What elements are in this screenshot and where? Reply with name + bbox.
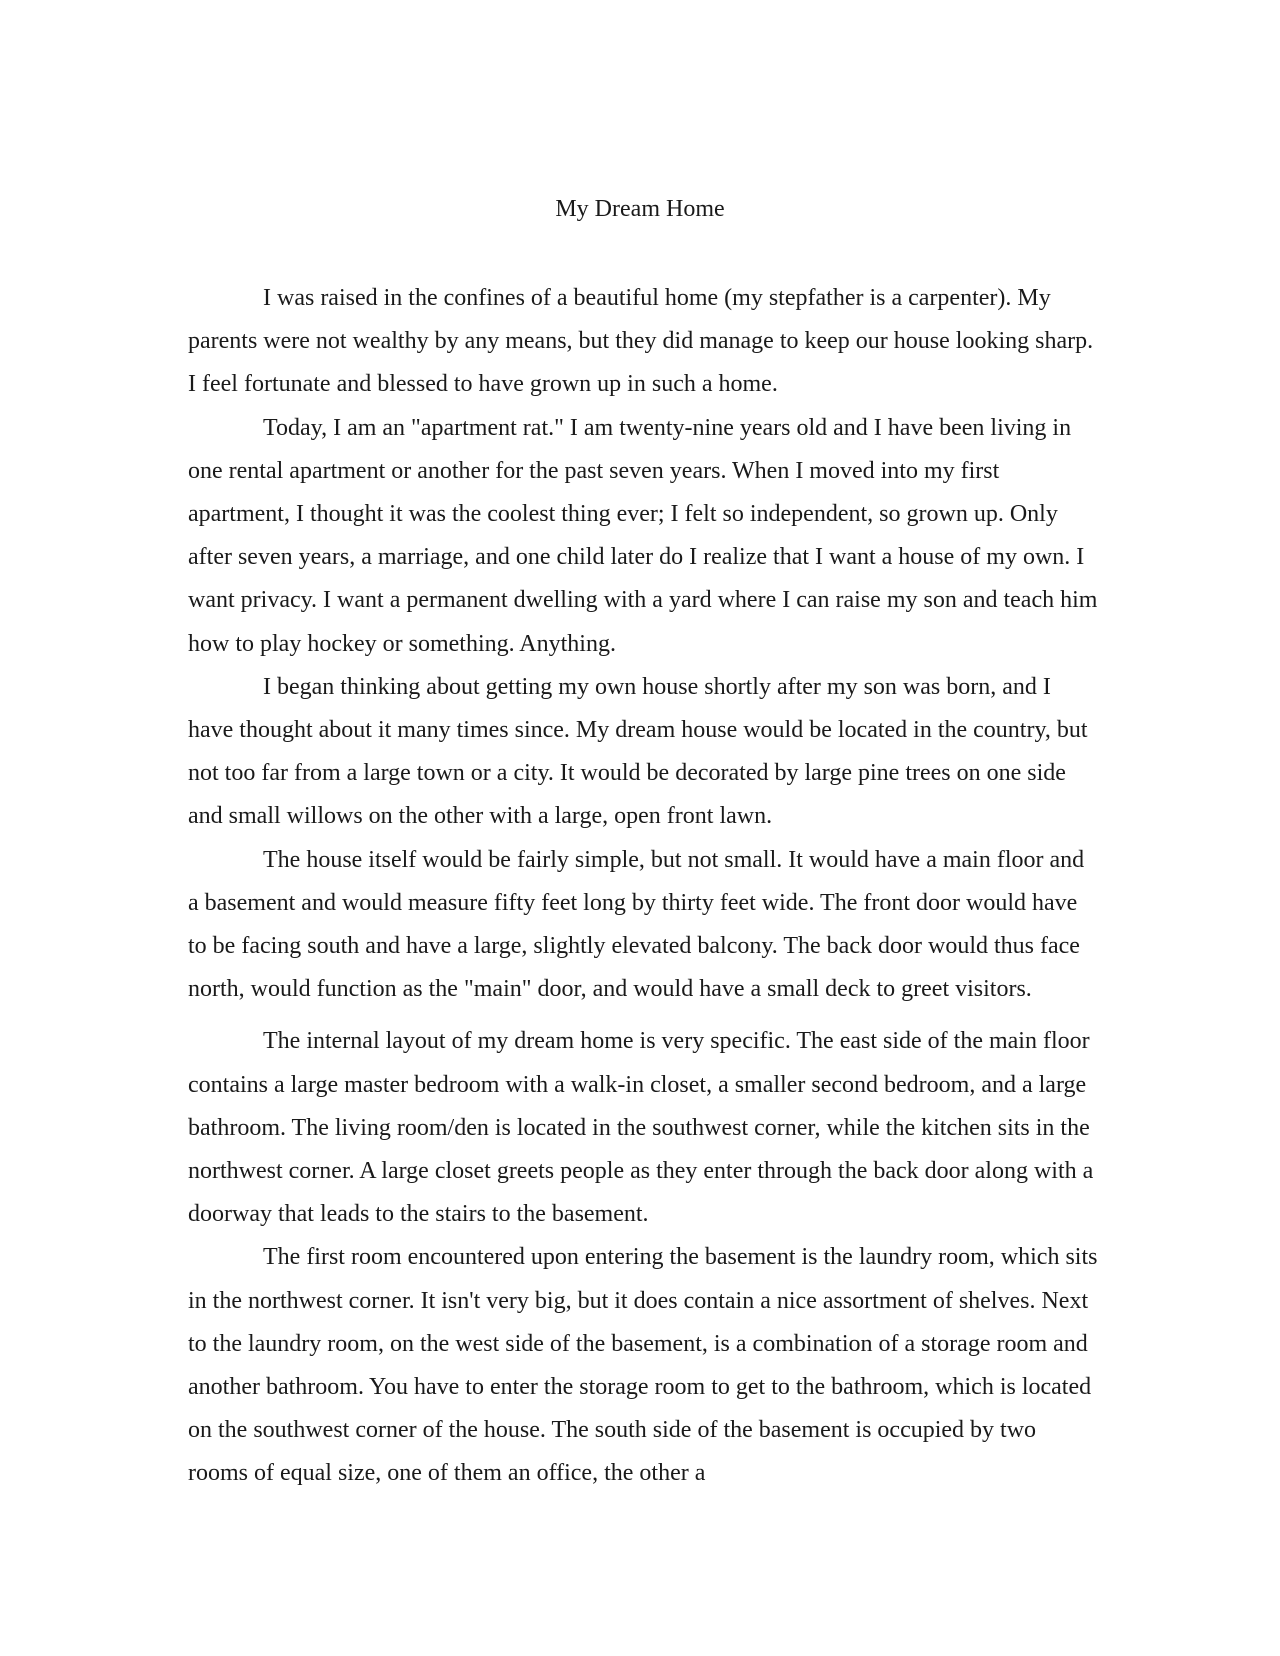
- paragraph-1: I was raised in the confines of a beautiful home (my stepfather is a carpenter). My parents were not wealthy by any means, but they did manage to keep our house looking sharp. I feel fortunate and blessed to have grown up in such a home.: [188, 285, 1094, 398]
- paragraph-2: Today, I am an "apartment rat." I am twenty-nine years old and I have been living in one rental apartment or another for the past seven years. When I moved into my first apartment, I thought it was the coolest thing ever; I felt so independent, so grown up. Only after seven years, a marriage, and one child later do I realize that I want a house of my own. I want privacy. I want a permanent dwelling with a yard where I can raise my son and teach him how to play hockey or something. Anything.: [188, 414, 1098, 657]
- document-body: [188, 277, 1100, 1496]
- paragraph-5: The internal layout of my dream home is very specific. The east side of the main floor contains a large master bedroom with a walk-in closet, a smaller second bedroom, and a large bathroom. The living room/den is located in the southwest corner, while the kitchen sits in the northwest corner. A large closet greets people as they enter through the back door along with a doorway that leads to the stairs to the basement.: [188, 1028, 1094, 1228]
- paragraph-6: The first room encountered upon entering the basement is the laundry room, which sits in the northwest corner. It isn't very big, but it does contain a nice assortment of shelves. Next to the laundry room, on the west side of the basement, is a combination of a storage room and another bathroom. You have to enter the storage room to get to the bathroom, which is located on the southwest corner of the house. The south side of the basement is occupied by two rooms of equal size, one of them an office, the other a: [188, 1244, 1098, 1487]
- paragraph-4: The house itself would be fairly simple, but not small. It would have a main floor and a basement and would measure fifty feet long by thirty feet wide. The front door would have to be facing south and have a large, slightly elevated balcony. The back door would thus face north, would function as the "main" door, and would have a small deck to greet visitors.: [188, 846, 1085, 1003]
- document-title: My Dream Home: [555, 196, 725, 222]
- paragraph-3: I began thinking about getting my own house shortly after my son was born, and I have thought about it many times since. My dream house would be located in the country, but not too far from a large town or a city. It would be decorated by large pine trees on one side and small willows on the other with a large, open front lawn.: [188, 673, 1088, 830]
